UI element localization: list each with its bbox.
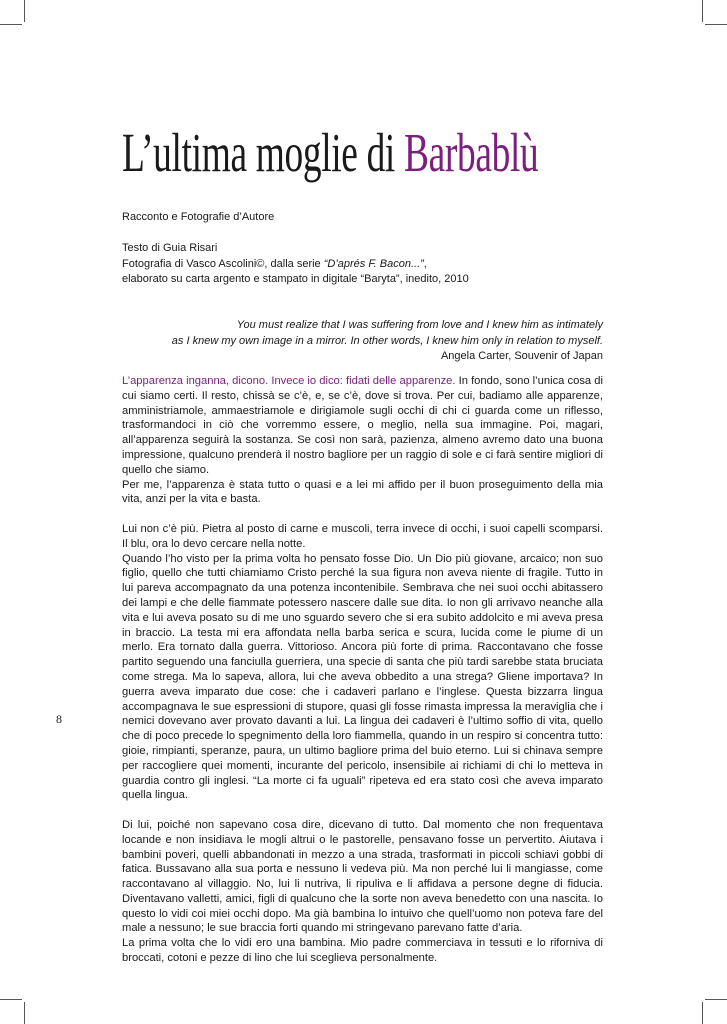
story-body: [122, 374, 603, 966]
paragraph-1-text: In fondo, sono l’unica cosa di cui siamo certi. Il resto, chissà se c’è, e, se c’è, dove si trova. Per cui, badiamo alle apparenze, amministriamole, ammaestriamole e dirigiamole sugli occhi di chi ci guarda come un riflesso, trasformandoci in ciò che vorremmo essere, o meglio, nella sua immagine. Poi, magari, all’apparenza seguirà la sostanza. Se così non sarà, pazienza, almeno avremo dato una buona impressione, qualcuno prenderà il nostro bagliore per un raggio di sole e ci farà sentire migliori di quello che siamo.: [122, 375, 603, 476]
crop-mark-bottom-left-v: [24, 1002, 25, 1024]
crescent-moon-icon: [64, 703, 92, 733]
paragraph-4: Quando l’ho visto per la prima volta ho pensato fosse Dio. Un Dio più giovane, arcaico; non suo figlio, quello che tutti chiamiamo Cristo perché la sua figura non aveva niente di fragile. Tutto in lui pareva accompagnato da una potenza incontenibile. Sembrava che nei suoi occhi abitassero dei lampi e che delle fiammate potessero nascere dalle sue dita. Io non gli arrivavo neanche alla vita e lui aveva posato su di me uno sguardo severo che si era subito addolcito e mi aveva presa in braccio. La testa mi era affondata nella barba serica e scura, lucida come le piume di un merlo. Era tornato dalla guerra. Vittorioso. Ancora più forte di prima. Raccontavano che fosse partito seguendo una fanciulla guerriera, una specie di santa che più tardi sarebbe stata bruciata come strega. Ma lo sapeva, allora, lui che aveva obbedito a una strega? Gliene importava? In guerra aveva imparato due cose: che i cadaveri parlano e l’inglese. Questa bizzarra lingua accompagnava le sue espressioni di stupore, quasi gli fosse rimasta impressa la meraviglia che i nemici dovevano aver provato davanti a lui. La lingua dei cadaveri è l’ultimo soffio di vita, quello che di poco precede lo spegnimento della loro fiammella, quando in un respiro si concentra tutto: gioie, rimpianti, speranze, paura, un ultimo bagliore prima del buio eterno. Lui si chinava sempre per raccogliere quei momenti, incurante del pericolo, insensibile ai richiami di chi lo metteva in guardia contro gli inglesi. “La morte ci fa uguali” ripeteva ed era stato così che aveva imparato quella lingua.: [122, 552, 603, 802]
epigraph-line-1: You must realize that I was suffering from love and I knew him as intimately: [236, 319, 603, 331]
epigraph-line-2: as I knew my own image in a mirror. In other words, I knew him only in relation to myself.: [171, 334, 603, 347]
crop-mark-bottom-right-h: [705, 999, 727, 1000]
paragraph-6: La prima volta che lo vidi ero una bambina. Mio padre commerciava in tessuti e lo riforniva di broccati, cotoni e pezze di lino che lui sceglieva personalmente.: [122, 937, 603, 965]
credit-photo: [122, 257, 427, 273]
crop-mark-top-left-v: [24, 0, 25, 22]
paragraph-5: Di lui, poiché non sapevano cosa dire, dicevano di tutto. Dal momento che non frequentava locande e non insidiava le mogli altrui o le pastorelle, pensavano fosse un pervertito. Aiutava i bambini poveri, quelli abbandonati in mezzo a una strada, trasformati in piccoli schiavi gobbi di fatica. Bussavano alla sua porta e nessuno li vedeva più. Ma non perché lui li mangiasse, come raccontavano al villaggio. No, lui li nutriva, li ripuliva e li affidava a persone degne di fiducia. Diventavano valletti, amici, figli di qualcuno che la sorte non aveva benedetto con una nascita. Io questo lo vidi coi miei occhi dopo. Ma già bambina lo intuivo che quell’uomo non poteva fare del male a nessuno; le sue braccia forti quando mi stringevano parevano fatte d’aria.: [122, 818, 603, 935]
credit-text-by: Testo di Guia Risari: [122, 242, 218, 254]
title-main: L’ultima moglie di: [122, 122, 404, 183]
page-title: [122, 118, 538, 188]
credit-photo-series: “D’aprés F. Bacon...”: [323, 257, 424, 270]
paragraph-3: Lui non c’è più. Pietra al posto di carne e muscoli, terra invece di occhi, i suoi capelli scomparsi. Il blu, ora lo devo cercare nella notte.: [122, 522, 603, 550]
subtitle: Racconto e Fotografie d’Autore: [122, 211, 275, 223]
epigraph-attribution: Angela Carter, Souvenir of Japan: [440, 350, 603, 362]
lead-sentence: L’apparenza inganna, dicono. Invece io dico: fidati delle apparenze.: [122, 375, 456, 387]
page-number: 8: [56, 712, 62, 726]
paragraph-2: Per me, l’apparenza è stata tutto o quasi e a lei mi affido per il buon proseguimento della mia vita, anzi per la vita e basta.: [122, 478, 603, 506]
paragraph-1: [122, 374, 603, 478]
crop-mark-bottom-right-v: [702, 1002, 703, 1024]
paragraph-gap: [122, 507, 603, 522]
credit-photo-suffix: ,: [423, 257, 427, 270]
credit-process: elaborato su carta argento e stampato in digitale “Baryta”, inedito, 2010: [122, 273, 469, 285]
crop-mark-top-right-v: [702, 0, 703, 22]
paragraph-gap: [122, 803, 603, 818]
crop-mark-top-left-h: [0, 24, 22, 25]
title-accent: Barbablù: [403, 122, 539, 183]
crop-mark-top-right-h: [705, 24, 727, 25]
credit-photo-prefix: Fotografia di Vasco Ascolini©, dalla serie: [122, 257, 324, 270]
epigraph: [143, 318, 603, 365]
crop-mark-bottom-left-h: [0, 999, 22, 1000]
